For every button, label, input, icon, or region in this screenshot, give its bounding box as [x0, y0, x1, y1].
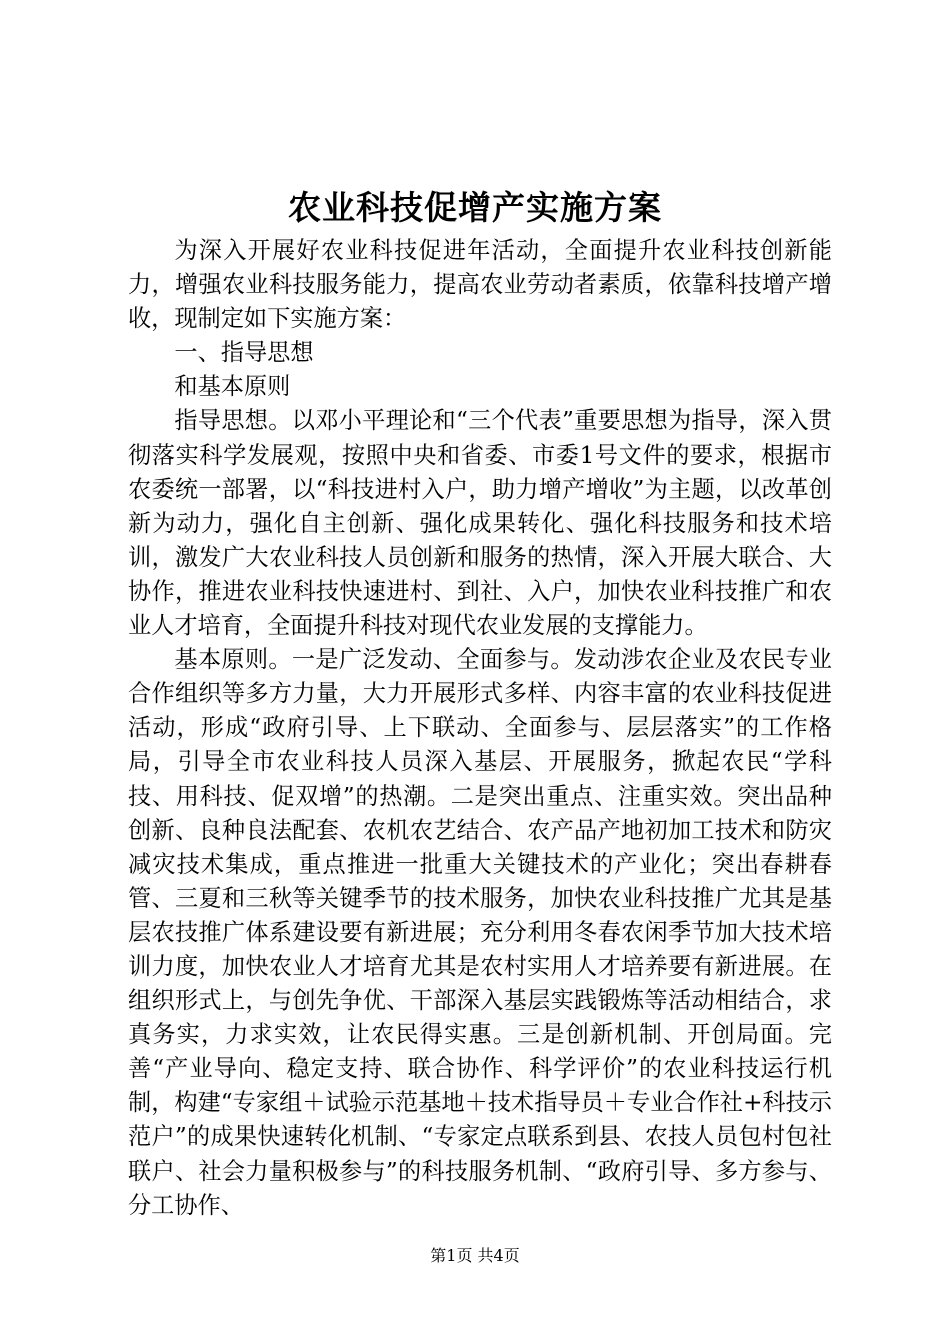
page-footer: 第1页 共4页: [430, 1246, 520, 1265]
section-heading: 一、指导思想: [174, 339, 314, 367]
paragraph-intro: 为深入开展好农业科技促进年活动，全面提升农业科技创新能力，增强农业科技服务能力，提高农业劳动者素质，依靠科技增产增收，现制定如下实施方案：: [128, 237, 832, 333]
document-body: [128, 234, 832, 1223]
document-title: 农业科技促增产实施方案: [288, 188, 662, 227]
section-heading-continued: 和基本原则: [174, 373, 291, 401]
paragraph-basic-principles: 基本原则。一是广泛发动、全面参与。发动涉农企业及农民专业合作组织等多方力量，大力开展形式多样、内容丰富的农业科技促进活动，形成“政府引导、上下联动、全面参与、层层落实”的工作格局，引导全市农业科技人员深入基层、开展服务，掀起农民“学科技、用科技、促双增”的热潮。二是突出重点、注重实效。突出品种创新、良种良法配套、农机农艺结合、农产品产地初加工技术和防灾减灾技术集成，重点推进一批重大关键技术的产业化；突出春耕春管、三夏和三秋等关键季节的技术服务，加快农业科技推广尤其是基层农技推广体系建设要有新进展；充分利用冬春农闲季节加大技术培训力度，加快农业人才培育尤其是农村实用人才培养要有新进展。在组织形式上，与创先争优、干部深入基层实践锻炼等活动相结合，求真务实，力求实效，让农民得实惠。三是创新机制、开创局面。完善“产业导向、稳定支持、联合协作、科学评价”的农业科技运行机制，构建“专家组＋试验示范基地＋技术指导员＋专业合作社+科技示范户”的成果快速转化机制、“专家定点联系到县、农技人员包村包社联户、社会力量积极参与”的科技服务机制、“政府引导、多方参与、分工协作、: [128, 646, 832, 1219]
paragraph-guiding-thought: 指导思想。以邓小平理论和“三个代表”重要思想为指导，深入贯彻落实科学发展观，按照中央和省委、市委1号文件的要求，根据市农委统一部署，以“科技进村入户，助力增产增收”为主题，以改革创新为动力，强化自主创新、强化成果转化、强化科技服务和技术培训，激发广大农业科技人员创新和服务的热情，深入开展大联合、大协作，推进农业科技快速进村、到社、入户，加快农业科技推广和农业人才培育，全面提升科技对现代农业发展的支撑能力。: [128, 407, 832, 640]
